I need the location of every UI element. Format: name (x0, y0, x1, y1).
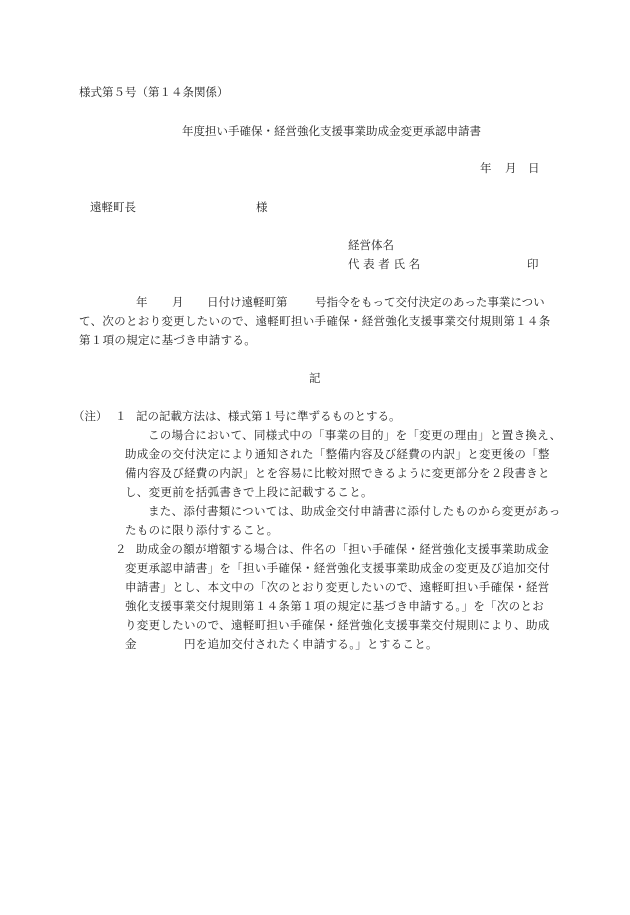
note2-line: り変更したいので、遠軽町担い手確保・経営強化支援事業交付規則により、助成 (125, 618, 550, 632)
addressee-honorific: 様 (256, 200, 268, 214)
note2-line: 変更承認申請書」を「担い手確保・経営強化支援事業助成金の変更及び追加交付 (125, 561, 550, 575)
note1-line1: 記の記載方法は、様式第１号に準ずるものとする。 (136, 409, 401, 423)
date-month: 月 (505, 161, 517, 175)
note2-last-rest: 円を追加交付されたく申請する。」とすること。 (184, 637, 438, 651)
note1-para2-line: たものに限り添付すること。 (125, 523, 279, 537)
ki-heading: 記 (309, 371, 321, 385)
addressee-name: 遠軽町長 (90, 200, 136, 214)
note1-para2-line: また、添付書類については、助成金交付申請書に添付したものから変更があっ (148, 504, 561, 518)
body-date-reference: 日付け遠軽町第 (207, 295, 288, 309)
note1-number: １ (115, 409, 127, 423)
body-month: 月 (172, 295, 184, 309)
note2-line: 強化支援事業交付規則第１４条第１項の規定に基づき申請する。」を「次のとお (125, 599, 545, 613)
body-line3: 第１項の規定に基づき申請する。 (79, 333, 256, 347)
body-line1-rest: 号指令をもって交付決定のあった事業につい (315, 295, 545, 309)
document-title: 年度担い手確保・経営強化支援事業助成金変更承認申請書 (182, 124, 481, 138)
note1-para1-line: し、変更前を括弧書きで上段に記載すること。 (125, 485, 373, 499)
form-number: 様式第５号（第１４条関係） (79, 85, 229, 99)
note2-last-prefix: 金 (125, 637, 137, 651)
body-year: 年 (136, 295, 148, 309)
note2-line: 助成金の額が増額する場合は、件名の「担い手確保・経営強化支援事業助成金 (136, 542, 549, 556)
note2-line: 申請書」とし、本文中の「次のとおり変更したいので、遠軽町担い手確保・経営 (125, 580, 550, 594)
note1-para1-line: この場合において、同様式中の「事業の目的」を「変更の理由」と置き換え、 (148, 428, 562, 442)
body-line2: て、次のとおり変更したいので、遠軽町担い手確保・経営強化支援事業交付規則第１４条 (79, 314, 551, 328)
note1-para1-line: 助成金の交付決定により通知された「整備内容及び経費の内訳」と変更後の「整 (125, 447, 550, 461)
entity-name-label: 経営体名 (348, 238, 394, 252)
notes-label: （注） (73, 409, 108, 423)
note1-para1-line: 備内容及び経費の内訳」とを容易に比較対照できるように変更部分を２段書きと (125, 466, 550, 480)
seal-mark: 印 (527, 257, 539, 271)
representative-label: 代 表 者 氏 名 (348, 257, 421, 271)
note2-number: ２ (115, 542, 127, 556)
date-year: 年 (480, 161, 492, 175)
date-day: 日 (528, 161, 540, 175)
